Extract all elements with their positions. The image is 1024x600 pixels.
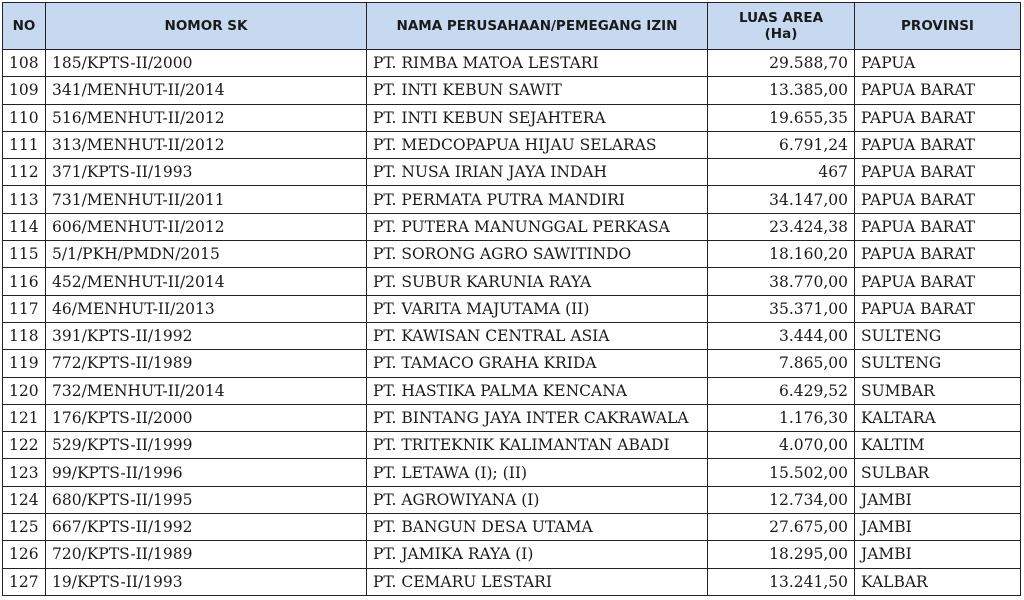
cell-no: 117 (3, 295, 46, 322)
cell-luas-area: 18.295,00 (708, 541, 855, 568)
cell-luas-area: 29.588,70 (708, 50, 855, 77)
cell-no: 115 (3, 241, 46, 268)
cell-nama-perusahaan: PT. SUBUR KARUNIA RAYA (367, 268, 708, 295)
cell-luas-area: 38.770,00 (708, 268, 855, 295)
cell-luas-area: 18.160,20 (708, 241, 855, 268)
cell-nama-perusahaan: PT. TRITEKNIK KALIMANTAN ABADI (367, 432, 708, 459)
cell-luas-area: 35.371,00 (708, 295, 855, 322)
header-nomor-sk: NOMOR SK (46, 3, 367, 50)
cell-nomor-sk: 185/KPTS-II/2000 (46, 50, 367, 77)
table-row (3, 213, 1021, 240)
cell-provinsi: JAMBI (855, 541, 1021, 568)
table-row (3, 486, 1021, 513)
cell-luas-area: 13.385,00 (708, 77, 855, 104)
cell-luas-area: 6.429,52 (708, 377, 855, 404)
cell-luas-area: 27.675,00 (708, 514, 855, 541)
cell-provinsi: PAPUA BARAT (855, 77, 1021, 104)
cell-no: 127 (3, 568, 46, 595)
table-row (3, 186, 1021, 213)
cell-no: 124 (3, 486, 46, 513)
table-header (3, 3, 1021, 50)
cell-provinsi: PAPUA BARAT (855, 159, 1021, 186)
cell-no: 126 (3, 541, 46, 568)
cell-nomor-sk: 720/KPTS-II/1989 (46, 541, 367, 568)
table-row (3, 377, 1021, 404)
cell-provinsi: PAPUA BARAT (855, 268, 1021, 295)
table-row (3, 432, 1021, 459)
cell-nama-perusahaan: PT. TAMACO GRAHA KRIDA (367, 350, 708, 377)
cell-no: 113 (3, 186, 46, 213)
cell-nama-perusahaan: PT. NUSA IRIAN JAYA INDAH (367, 159, 708, 186)
cell-no: 108 (3, 50, 46, 77)
cell-luas-area: 15.502,00 (708, 459, 855, 486)
header-no: NO (3, 3, 46, 50)
table-body (3, 50, 1021, 596)
cell-provinsi: PAPUA BARAT (855, 104, 1021, 131)
cell-no: 112 (3, 159, 46, 186)
cell-provinsi: KALTARA (855, 404, 1021, 431)
cell-nama-perusahaan: PT. INTI KEBUN SAWIT (367, 77, 708, 104)
cell-nomor-sk: 452/MENHUT-II/2014 (46, 268, 367, 295)
header-luas-area-unit: (Ha) (764, 26, 798, 42)
cell-provinsi: PAPUA BARAT (855, 186, 1021, 213)
cell-provinsi: JAMBI (855, 486, 1021, 513)
table-row (3, 350, 1021, 377)
cell-nomor-sk: 176/KPTS-II/2000 (46, 404, 367, 431)
cell-provinsi: JAMBI (855, 514, 1021, 541)
cell-luas-area: 23.424,38 (708, 213, 855, 240)
cell-provinsi: PAPUA BARAT (855, 131, 1021, 158)
cell-nama-perusahaan: PT. LETAWA (I); (II) (367, 459, 708, 486)
cell-provinsi: PAPUA (855, 50, 1021, 77)
cell-provinsi: SUMBAR (855, 377, 1021, 404)
table-row (3, 541, 1021, 568)
cell-nama-perusahaan: PT. HASTIKA PALMA KENCANA (367, 377, 708, 404)
cell-nama-perusahaan: PT. BANGUN DESA UTAMA (367, 514, 708, 541)
cell-nomor-sk: 772/KPTS-II/1989 (46, 350, 367, 377)
cell-luas-area: 7.865,00 (708, 350, 855, 377)
cell-luas-area: 467 (708, 159, 855, 186)
cell-nama-perusahaan: PT. AGROWIYANA (I) (367, 486, 708, 513)
table-row (3, 322, 1021, 349)
cell-nama-perusahaan: PT. SORONG AGRO SAWITINDO (367, 241, 708, 268)
table-row (3, 159, 1021, 186)
cell-nomor-sk: 732/MENHUT-II/2014 (46, 377, 367, 404)
cell-provinsi: SULBAR (855, 459, 1021, 486)
table-row (3, 104, 1021, 131)
cell-luas-area: 1.176,30 (708, 404, 855, 431)
cell-nama-perusahaan: PT. KAWISAN CENTRAL ASIA (367, 322, 708, 349)
cell-nama-perusahaan: PT. CEMARU LESTARI (367, 568, 708, 595)
table-row (3, 404, 1021, 431)
cell-nomor-sk: 341/MENHUT-II/2014 (46, 77, 367, 104)
table-row (3, 131, 1021, 158)
cell-nomor-sk: 529/KPTS-II/1999 (46, 432, 367, 459)
cell-nomor-sk: 680/KPTS-II/1995 (46, 486, 367, 513)
header-nama-perusahaan: NAMA PERUSAHAAN/PEMEGANG IZIN (367, 3, 708, 50)
cell-nomor-sk: 667/KPTS-II/1992 (46, 514, 367, 541)
cell-provinsi: PAPUA BARAT (855, 295, 1021, 322)
header-luas-area (708, 3, 855, 50)
cell-nomor-sk: 516/MENHUT-II/2012 (46, 104, 367, 131)
cell-luas-area: 34.147,00 (708, 186, 855, 213)
cell-nomor-sk: 19/KPTS-II/1993 (46, 568, 367, 595)
cell-nomor-sk: 606/MENHUT-II/2012 (46, 213, 367, 240)
header-luas-area-line1: LUAS AREA (738, 10, 824, 26)
cell-luas-area: 12.734,00 (708, 486, 855, 513)
cell-nama-perusahaan: PT. JAMIKA RAYA (I) (367, 541, 708, 568)
cell-nomor-sk: 46/MENHUT-II/2013 (46, 295, 367, 322)
cell-luas-area: 4.070,00 (708, 432, 855, 459)
table-row (3, 241, 1021, 268)
table-row (3, 514, 1021, 541)
cell-nomor-sk: 371/KPTS-II/1993 (46, 159, 367, 186)
cell-nomor-sk: 731/MENHUT-II/2011 (46, 186, 367, 213)
cell-nama-perusahaan: PT. RIMBA MATOA LESTARI (367, 50, 708, 77)
cell-luas-area: 13.241,50 (708, 568, 855, 595)
cell-nama-perusahaan: PT. VARITA MAJUTAMA (II) (367, 295, 708, 322)
header-row (3, 3, 1021, 50)
cell-no: 123 (3, 459, 46, 486)
cell-provinsi: PAPUA BARAT (855, 213, 1021, 240)
cell-luas-area: 3.444,00 (708, 322, 855, 349)
cell-nama-perusahaan: PT. PUTERA MANUNGGAL PERKASA (367, 213, 708, 240)
cell-luas-area: 6.791,24 (708, 131, 855, 158)
cell-nama-perusahaan: PT. INTI KEBUN SEJAHTERA (367, 104, 708, 131)
cell-nomor-sk: 99/KPTS-II/1996 (46, 459, 367, 486)
table-row (3, 568, 1021, 595)
cell-provinsi: KALTIM (855, 432, 1021, 459)
table-row (3, 459, 1021, 486)
cell-no: 121 (3, 404, 46, 431)
cell-nomor-sk: 313/MENHUT-II/2012 (46, 131, 367, 158)
table-row (3, 295, 1021, 322)
cell-provinsi: KALBAR (855, 568, 1021, 595)
cell-no: 111 (3, 131, 46, 158)
header-provinsi: PROVINSI (855, 3, 1021, 50)
cell-nama-perusahaan: PT. MEDCOPAPUA HIJAU SELARAS (367, 131, 708, 158)
cell-no: 118 (3, 322, 46, 349)
cell-no: 119 (3, 350, 46, 377)
cell-no: 120 (3, 377, 46, 404)
table-row (3, 268, 1021, 295)
cell-no: 122 (3, 432, 46, 459)
cell-nomor-sk: 5/1/PKH/PMDN/2015 (46, 241, 367, 268)
cell-no: 109 (3, 77, 46, 104)
cell-no: 125 (3, 514, 46, 541)
cell-provinsi: SULTENG (855, 322, 1021, 349)
cell-luas-area: 19.655,35 (708, 104, 855, 131)
cell-no: 114 (3, 213, 46, 240)
permit-table (2, 2, 1021, 596)
cell-nama-perusahaan: PT. BINTANG JAYA INTER CAKRAWALA (367, 404, 708, 431)
table-row (3, 77, 1021, 104)
cell-no: 110 (3, 104, 46, 131)
cell-no: 116 (3, 268, 46, 295)
table-row (3, 50, 1021, 77)
cell-nama-perusahaan: PT. PERMATA PUTRA MANDIRI (367, 186, 708, 213)
cell-nomor-sk: 391/KPTS-II/1992 (46, 322, 367, 349)
cell-provinsi: PAPUA BARAT (855, 241, 1021, 268)
cell-provinsi: SULTENG (855, 350, 1021, 377)
